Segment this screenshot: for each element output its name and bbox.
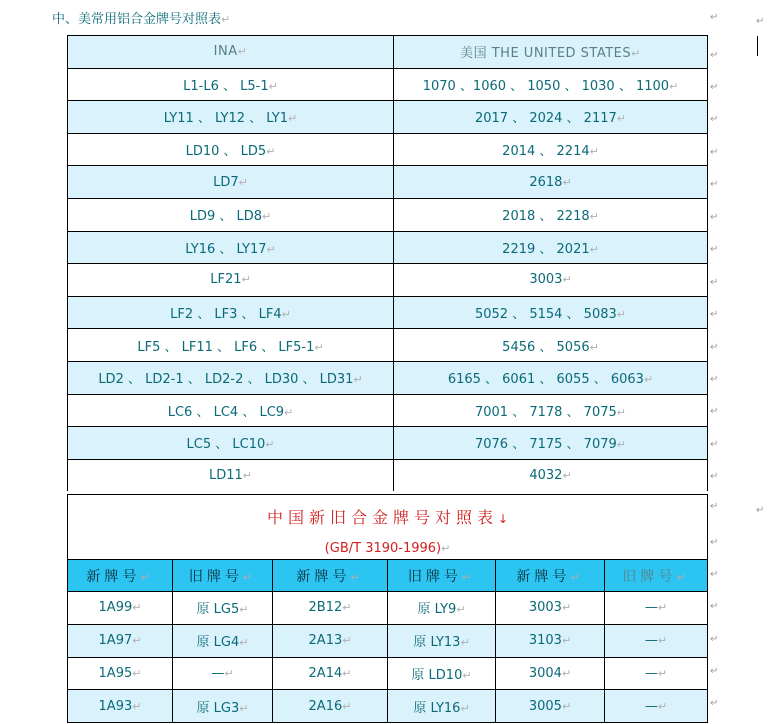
china-grade-cell: LD7↵ xyxy=(68,166,394,199)
china-grade-cell: LF2 、 LF3 、 LF4↵ xyxy=(68,296,394,329)
paragraph-mark: ↵ xyxy=(710,342,719,353)
old-grade-cell: 原 LG4↵ xyxy=(173,624,273,657)
paragraph-mark: ↵ xyxy=(710,12,719,23)
table-header-row xyxy=(68,560,708,592)
us-grade-cell: 2219 、 2021↵ xyxy=(394,231,708,264)
old-grade-cell: —↵ xyxy=(605,657,708,690)
table-row xyxy=(68,166,708,199)
china-grade-cell: LD2 、 LD2-1 、 LD2-2 、 LD30 、 LD31↵ xyxy=(68,361,394,394)
china-grade-cell: LD9 、 LD8↵ xyxy=(68,198,394,231)
header-cell: 新牌号↵ xyxy=(496,560,605,592)
old-grade-cell: —↵ xyxy=(605,624,708,657)
paragraph-mark: ↵ xyxy=(710,179,719,190)
china-grade-cell: LC5 、 LC10↵ xyxy=(68,427,394,460)
china-grade-cell: LC6 、 LC4 、 LC9↵ xyxy=(68,394,394,427)
header-cell: 旧牌号↵ xyxy=(173,560,273,592)
new-grade-cell: 2B12↵ xyxy=(273,592,388,625)
table-row xyxy=(68,427,708,460)
table-subtitle-row xyxy=(68,537,708,560)
us-grade-cell: 1070 、1060 、 1050 、 1030 、 1100↵ xyxy=(394,68,708,101)
paragraph-mark: ↵ xyxy=(221,13,231,26)
china-grade-cell: LY16 、 LY17↵ xyxy=(68,231,394,264)
china-grade-cell: LD11↵ xyxy=(68,459,394,491)
paragraph-mark: ↵ xyxy=(710,147,719,158)
table-title: 中国新旧合金牌号对照表↓ xyxy=(68,495,708,538)
new-grade-cell: 1A97↵ xyxy=(68,624,173,657)
new-grade-cell: 1A99↵ xyxy=(68,592,173,625)
header-cell: INA↵ xyxy=(68,36,394,69)
us-grade-cell: 7001 、 7178 、 7075↵ xyxy=(394,394,708,427)
paragraph-mark: ↵ xyxy=(710,82,719,93)
table-row xyxy=(68,690,708,723)
table-row xyxy=(68,231,708,264)
new-grade-cell: 2A14↵ xyxy=(273,657,388,690)
header-cell: 美国 THE UNITED STATES↵ xyxy=(394,36,708,69)
paragraph-mark: ↵ xyxy=(710,471,719,482)
paragraph-mark: ↵ xyxy=(710,439,719,450)
paragraph-mark: ↵ xyxy=(710,569,719,580)
paragraph-mark: ↵ xyxy=(710,666,719,677)
table-header-row xyxy=(68,36,708,69)
new-grade-cell: 3005↵ xyxy=(496,690,605,723)
paragraph-mark: ↵ xyxy=(710,601,719,612)
table-row xyxy=(68,68,708,101)
table-title-row xyxy=(68,495,708,538)
paragraph-mark: ↵ xyxy=(710,698,719,709)
us-grade-cell: 3003↵ xyxy=(394,264,708,297)
old-grade-cell: 原 LG3↵ xyxy=(173,690,273,723)
us-grade-cell: 2618↵ xyxy=(394,166,708,199)
table-row xyxy=(68,329,708,362)
us-grade-cell: 5456 、 5056↵ xyxy=(394,329,708,362)
table-row xyxy=(68,657,708,690)
paragraph-mark: ↵ xyxy=(710,50,719,61)
china-grade-cell: LF5 、 LF11 、 LF6 、 LF5-1↵ xyxy=(68,329,394,362)
header-cell: 新牌号↵ xyxy=(68,560,173,592)
us-grade-cell: 4032↵ xyxy=(394,459,708,491)
paragraph-mark: ↵ xyxy=(710,374,719,385)
us-grade-cell: 7076 、 7175 、 7079↵ xyxy=(394,427,708,460)
new-grade-cell: 3103↵ xyxy=(496,624,605,657)
table-subtitle: (GB/T 3190-1996)↵ xyxy=(68,537,708,560)
old-grade-cell: —↵ xyxy=(605,690,708,723)
paragraph-mark: ↵ xyxy=(710,244,719,255)
table-row xyxy=(68,592,708,625)
us-grade-cell: 2018 、 2218↵ xyxy=(394,198,708,231)
us-grade-cell: 2014 、 2214↵ xyxy=(394,133,708,166)
china-new-old-alloy-table xyxy=(67,494,708,723)
header-cell: 旧牌号↵ xyxy=(388,560,496,592)
paragraph-mark: ↵ xyxy=(710,277,719,288)
new-grade-cell: 1A93↵ xyxy=(68,690,173,723)
table-row xyxy=(68,394,708,427)
china-grade-cell: LY11 、 LY12 、 LY1↵ xyxy=(68,101,394,134)
new-grade-cell: 2A16↵ xyxy=(273,690,388,723)
table-row xyxy=(68,133,708,166)
table-row xyxy=(68,459,708,491)
table-row xyxy=(68,198,708,231)
paragraph-mark: ↵ xyxy=(756,505,765,516)
table-row xyxy=(68,101,708,134)
us-grade-cell: 2017 、 2024 、 2117↵ xyxy=(394,101,708,134)
new-grade-cell: 1A95↵ xyxy=(68,657,173,690)
old-grade-cell: 原 LD10↵ xyxy=(388,657,496,690)
old-grade-cell: 原 LY9↵ xyxy=(388,592,496,625)
table-row xyxy=(68,296,708,329)
new-grade-cell: 3004↵ xyxy=(496,657,605,690)
us-grade-cell: 6165 、 6061 、 6055 、 6063↵ xyxy=(394,361,708,394)
table-row xyxy=(68,264,708,297)
paragraph-mark: ↵ xyxy=(710,537,719,548)
new-grade-cell: 2A13↵ xyxy=(273,624,388,657)
china-grade-cell: LF21↵ xyxy=(68,264,394,297)
paragraph-marks-margin xyxy=(708,0,768,724)
china-grade-cell: L1-L6 、 L5-1↵ xyxy=(68,68,394,101)
paragraph-mark: ↵ xyxy=(710,406,719,417)
paragraph-mark: ↵ xyxy=(710,501,719,512)
table-row xyxy=(68,361,708,394)
paragraph-mark: ↵ xyxy=(756,16,765,27)
old-grade-cell: 原 LG5↵ xyxy=(173,592,273,625)
new-grade-cell: 3003↵ xyxy=(496,592,605,625)
old-grade-cell: —↵ xyxy=(605,592,708,625)
document-title: 中、美常用铝合金牌号对照表↵ xyxy=(52,12,231,27)
header-cell: 旧牌号↵ xyxy=(605,560,708,592)
old-grade-cell: —↵ xyxy=(173,657,273,690)
header-cell: 新牌号↵ xyxy=(273,560,388,592)
table-row xyxy=(68,624,708,657)
us-grade-cell: 5052 、 5154 、 5083↵ xyxy=(394,296,708,329)
us-china-alloy-table xyxy=(67,35,708,491)
china-grade-cell: LD10 、 LD5↵ xyxy=(68,133,394,166)
paragraph-mark: ↵ xyxy=(710,114,719,125)
paragraph-mark: ↵ xyxy=(710,634,719,645)
paragraph-mark: ↵ xyxy=(710,309,719,320)
paragraph-mark: ↵ xyxy=(710,212,719,223)
old-grade-cell: 原 LY13↵ xyxy=(388,624,496,657)
old-grade-cell: 原 LY16↵ xyxy=(388,690,496,723)
